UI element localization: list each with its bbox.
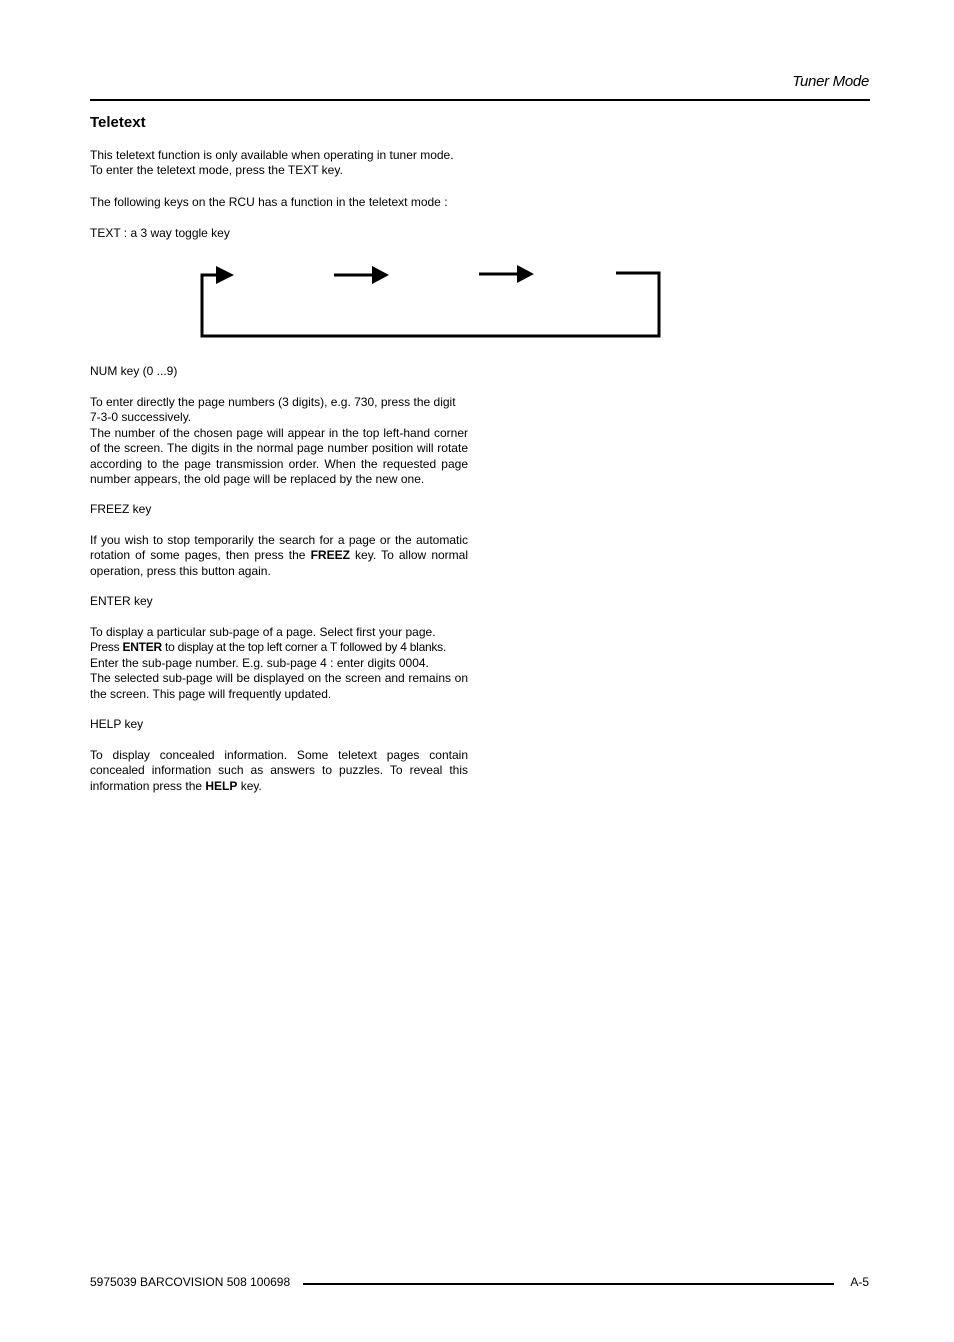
freez-paragraph [90, 533, 468, 579]
num-paragraph-2: The number of the chosen page will appear in the top left-hand corner of the screen. The digits in the normal page number position will rotate according to the page transmission order. When the requested page number appears, the old page will be replaced by the new one. [90, 425, 468, 487]
help-heading-text: HELP key [90, 717, 144, 731]
text-key-line [90, 226, 468, 241]
enter-heading-text: ENTER key [90, 594, 153, 608]
num-heading-text: NUM key (0 ...9) [90, 364, 178, 378]
cycle-arrow-2-head [372, 266, 389, 284]
text-key-text: TEXT : a 3 way toggle key [90, 226, 230, 240]
header-title: Tuner Mode [792, 73, 869, 90]
freez-heading-text: FREEZ key [90, 502, 152, 516]
freez-body [90, 533, 468, 579]
enter-text-c: to display at the top left corner a T followed by 4 blanks. [161, 640, 446, 655]
intro-line-1: This teletext function is only available when operating in tuner mode. [90, 148, 454, 162]
cycle-return-line [202, 273, 659, 336]
help-body [90, 748, 468, 794]
enter-paragraph-4: The selected sub-page will be displayed on the screen and remains on the screen. This page will frequently updated. [90, 671, 468, 701]
enter-body [90, 625, 468, 702]
enter-paragraph-1: To display a particular sub-page of a page. Select first your page. [90, 625, 436, 639]
enter-paragraph-3: Enter the sub-page number. E.g. sub-page 4 : enter digits 0004. [90, 655, 429, 670]
toggle-cycle-diagram [196, 262, 666, 342]
footer-document-id: 5975039 BARCOVISION 508 100698 [90, 1275, 291, 1289]
footer-rule [303, 1283, 834, 1285]
keys-intro-text: The following keys on the RCU has a function in the teletext mode : [90, 195, 448, 209]
num-body [90, 395, 468, 487]
help-paragraph [90, 748, 468, 794]
freez-text-c: key. To allow normal operation, press this button again. [90, 548, 468, 578]
num-paragraph-1: To enter directly the page numbers (3 digits), e.g. 730, press the digit 7-3-0 successively. [90, 395, 456, 425]
enter-heading [90, 594, 468, 609]
freez-heading [90, 502, 468, 517]
keys-intro [90, 195, 468, 210]
footer-page-number: A-5 [850, 1275, 869, 1289]
help-text-a: To display concealed information. Some teletext pages contain concealed information such as answers to puzzles. To reveal this information press the [90, 748, 468, 793]
num-heading [90, 364, 468, 379]
enter-text-a: Press [90, 640, 123, 655]
cycle-arrow-1-head [216, 266, 234, 284]
intro-line-2: To enter the teletext mode, press the TEXT key. [90, 163, 343, 178]
freez-text-a: If you wish to stop temporarily the search for a page or the automatic rotation of some pages, then press the [90, 533, 468, 563]
help-key-name: HELP [205, 778, 238, 793]
enter-paragraph-2 [90, 640, 468, 655]
help-text-c: key. [237, 778, 262, 793]
cycle-arrow-3-head [517, 265, 534, 283]
help-heading [90, 717, 468, 732]
header-rule [90, 99, 870, 101]
enter-key-name: ENTER [122, 640, 162, 655]
intro-paragraph [90, 148, 468, 179]
section-title: Teletext [90, 114, 146, 131]
freez-key-name: FREEZ [310, 548, 350, 563]
